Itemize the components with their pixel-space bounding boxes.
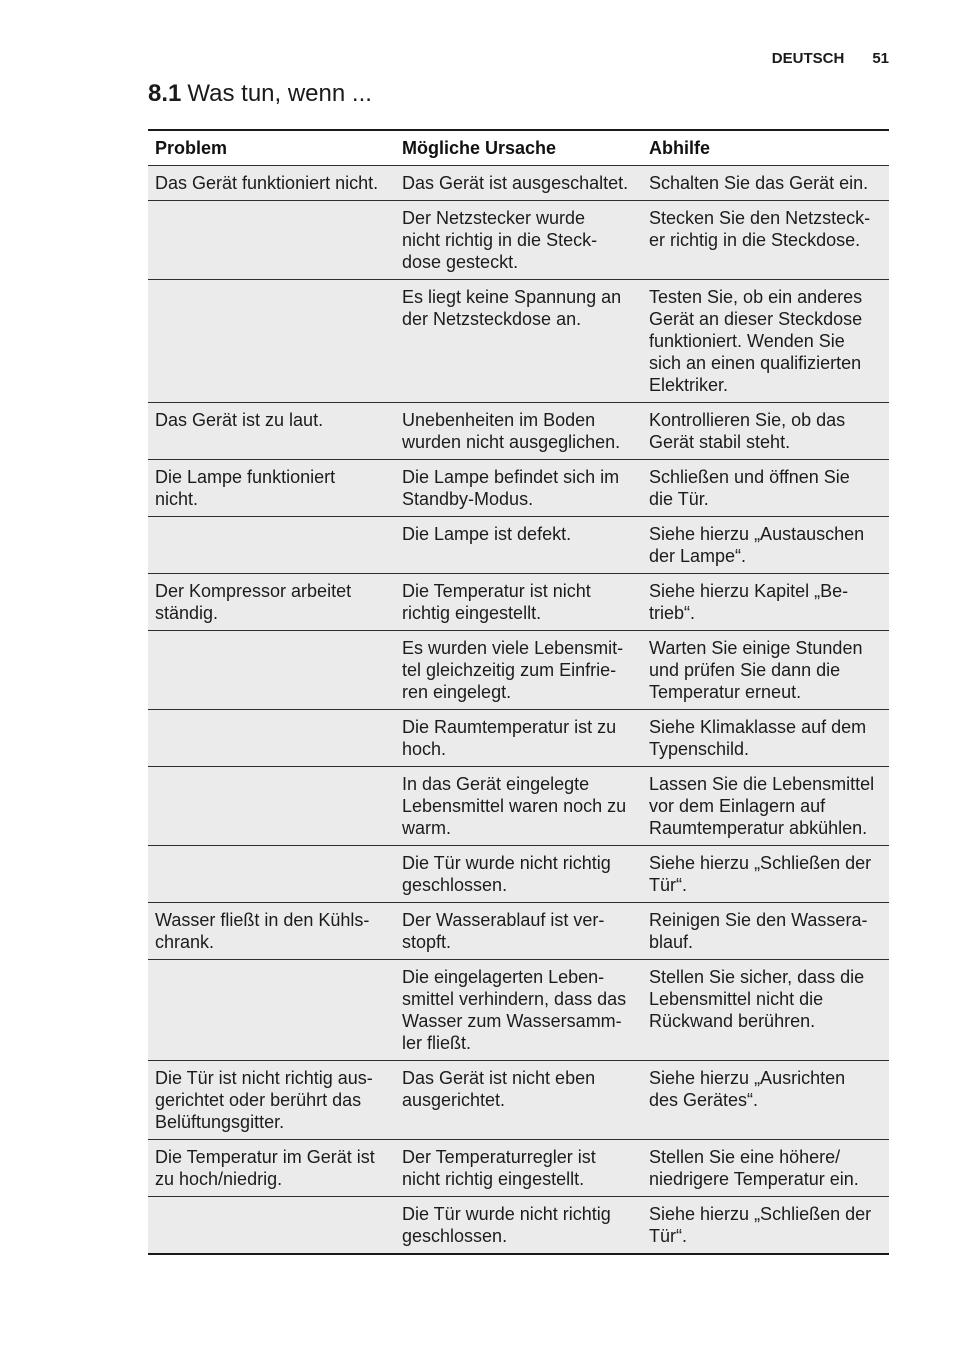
cause-cell: Die Temperatur ist nicht richtig eingestellt. (402, 581, 591, 623)
table-row (148, 631, 889, 710)
cause-cell: Der Wasserablauf ist ver- stopft. (402, 910, 605, 952)
remedy-cell: Stecken Sie den Netzsteck- er richtig in die Steckdose. (649, 208, 871, 250)
cause-cell: Die Lampe ist defekt. (402, 524, 572, 544)
section-heading: Was tun, wenn ... (187, 80, 372, 107)
remedy-cell: Schließen und öffnen Sie die Tür. (649, 467, 850, 509)
problem-cell: Der Kompressor arbeitet ständig. (155, 581, 352, 623)
remedy-cell: Siehe Klimaklasse auf dem Typenschild. (649, 717, 867, 759)
problem-cell (148, 1197, 395, 1253)
table-row (148, 517, 889, 574)
cause-cell: Die Lampe befindet sich im Standby-Modus. (402, 467, 620, 509)
table-row (148, 280, 889, 403)
table-row (148, 710, 889, 767)
table-row (148, 166, 889, 201)
cause-cell: Das Gerät ist nicht eben ausgerichtet. (402, 1068, 596, 1110)
remedy-cell: Kontrollieren Sie, ob das Gerät stabil steht. (649, 410, 846, 452)
remedy-cell: Siehe hierzu „Schließen der Tür“. (649, 853, 872, 895)
problem-cell (148, 201, 395, 279)
table-row (148, 1061, 889, 1140)
problem-cell: Das Gerät ist zu laut. (155, 410, 324, 430)
cause-cell: Es liegt keine Spannung an der Netzsteckdose an. (402, 287, 622, 329)
problem-cell (148, 517, 395, 573)
table-row (148, 574, 889, 631)
problem-cell (148, 767, 395, 845)
cause-cell: Die eingelagerten Leben- smittel verhindern, dass das Wasser zum Wassersamm- ler fließt. (402, 967, 627, 1053)
problem-cell (148, 280, 395, 402)
problem-cell (148, 710, 395, 766)
table-row (148, 903, 889, 960)
cause-cell: Der Temperaturregler ist nicht richtig eingestellt. (402, 1147, 596, 1189)
language-label: DEUTSCH (771, 50, 845, 67)
table-row (148, 403, 889, 460)
header-problem: Problem (155, 138, 228, 158)
problem-cell (148, 631, 395, 709)
problem-cell (148, 960, 395, 1060)
remedy-cell: Lassen Sie die Lebensmittel vor dem Einlagern auf Raumtemperatur abkühlen. (649, 774, 875, 838)
table-row (148, 201, 889, 280)
remedy-cell: Siehe hierzu „Ausrichten des Gerätes“. (649, 1068, 846, 1110)
remedy-cell: Stellen Sie eine höhere/ niedrigere Temperatur ein. (649, 1147, 859, 1189)
table-row (148, 460, 889, 517)
table-row (148, 1197, 889, 1255)
table-header-row (148, 131, 889, 166)
remedy-cell: Siehe hierzu „Austauschen der Lampe“. (649, 524, 865, 566)
problem-cell: Die Temperatur im Gerät ist zu hoch/niedrig. (155, 1147, 375, 1189)
problem-cell: Wasser fließt in den Kühls- chrank. (155, 910, 370, 952)
cause-cell: Der Netzstecker wurde nicht richtig in die Steck- dose gesteckt. (402, 208, 598, 272)
section-number: 8.1 (148, 80, 182, 107)
cause-cell: Die Tür wurde nicht richtig geschlossen. (402, 853, 611, 895)
troubleshooting-table (148, 129, 889, 1255)
cause-cell: Das Gerät ist ausgeschaltet. (402, 173, 629, 193)
page-number: 51 (872, 50, 889, 67)
remedy-cell: Siehe hierzu „Schließen der Tür“. (649, 1204, 872, 1246)
header-remedy: Abhilfe (649, 138, 710, 158)
problem-cell: Die Tür ist nicht richtig aus- gerichtet oder berührt das Belüftungsgitter. (155, 1068, 373, 1132)
remedy-cell: Schalten Sie das Gerät ein. (649, 173, 869, 193)
cause-cell: Die Raumtemperatur ist zu hoch. (402, 717, 617, 759)
table-row (148, 1140, 889, 1197)
problem-cell: Die Lampe funktioniert nicht. (155, 467, 336, 509)
problem-cell: Das Gerät funktioniert nicht. (155, 173, 379, 193)
remedy-cell: Warten Sie einige Stunden und prüfen Sie dann die Temperatur erneut. (649, 638, 863, 702)
table-row (148, 846, 889, 903)
table-row (148, 767, 889, 846)
cause-cell: Unebenheiten im Boden wurden nicht ausgeglichen. (402, 410, 621, 452)
header-cause: Mögliche Ursache (402, 138, 557, 158)
table-row (148, 960, 889, 1061)
remedy-cell: Siehe hierzu Kapitel „Be- trieb“. (649, 581, 849, 623)
remedy-cell: Testen Sie, ob ein anderes Gerät an dieser Steckdose funktioniert. Wenden Sie sich an einen qualifizierten Elektriker. (649, 287, 863, 395)
cause-cell: In das Gerät eingelegte Lebensmittel waren noch zu warm. (402, 774, 627, 838)
cause-cell: Es wurden viele Lebensmit- tel gleichzeitig zum Einfrie- ren eingelegt. (402, 638, 624, 702)
remedy-cell: Reinigen Sie den Wassera- blauf. (649, 910, 868, 952)
page-header (772, 50, 889, 68)
remedy-cell: Stellen Sie sicher, dass die Lebensmittel nicht die Rückwand berühren. (649, 967, 865, 1031)
cause-cell: Die Tür wurde nicht richtig geschlossen. (402, 1204, 611, 1246)
problem-cell (148, 846, 395, 902)
section-title (148, 80, 372, 108)
